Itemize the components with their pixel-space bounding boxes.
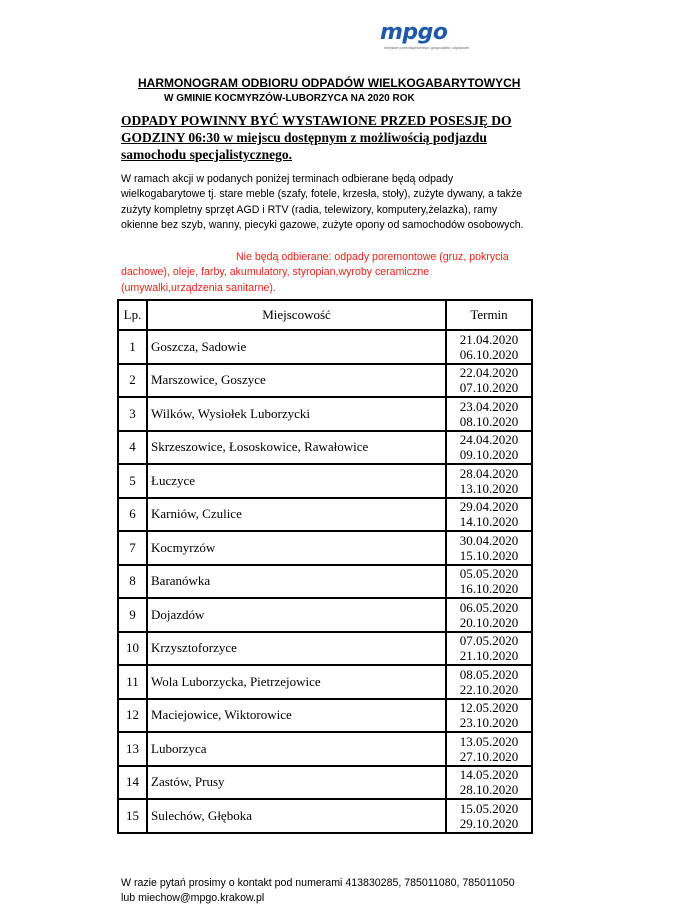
row-place: Wola Luborzycka, Pietrzejowice (147, 665, 446, 699)
row-place: Skrzeszowice, Łososkowice, Rawałowice (147, 431, 446, 465)
row-place: Sulechów, Głęboka (147, 799, 446, 833)
row-number: 3 (118, 397, 147, 431)
logo-wordmark: mpgo (380, 20, 448, 45)
row-dates (446, 531, 532, 565)
row-number: 14 (118, 766, 147, 800)
date-autumn: 09.10.2020 (459, 447, 519, 463)
table-row (118, 464, 532, 498)
contact-footer: W razie pytań prosimy o kontakt pod numerami 413830285, 785011080, 785011050 lub miechow@mpgo.krakow.pl (121, 877, 515, 904)
table-row (118, 531, 532, 565)
date-spring: 07.05.2020 (459, 633, 519, 649)
date-autumn: 06.10.2020 (459, 346, 519, 362)
row-place: Łuczyce (147, 464, 446, 498)
date-autumn: 27.10.2020 (459, 748, 519, 764)
table-row (118, 364, 532, 398)
date-spring: 28.04.2020 (459, 465, 519, 481)
row-dates (446, 431, 532, 465)
row-number: 11 (118, 665, 147, 699)
table-body (118, 330, 532, 833)
date-autumn: 07.10.2020 (459, 380, 519, 396)
row-dates (446, 498, 532, 532)
row-dates (446, 364, 532, 398)
date-autumn: 14.10.2020 (459, 514, 519, 530)
row-place: Krzysztoforzyce (147, 632, 446, 666)
row-number: 6 (118, 498, 147, 532)
row-number: 9 (118, 598, 147, 632)
row-dates (446, 766, 532, 800)
row-dates (446, 632, 532, 666)
row-place: Dojazdów (147, 598, 446, 632)
date-autumn: 08.10.2020 (459, 413, 519, 429)
date-autumn: 16.10.2020 (459, 581, 519, 597)
row-place: Luborzyca (147, 732, 446, 766)
row-place: Baranówka (147, 565, 446, 599)
row-number: 10 (118, 632, 147, 666)
date-spring: 14.05.2020 (459, 767, 519, 783)
row-place: Zastów, Prusy (147, 766, 446, 800)
row-dates (446, 665, 532, 699)
table-row (118, 330, 532, 364)
placement-warning: ODPADY POWINNY BYĆ WYSTAWIONE PRZED POSESJĘ DO GODZINY 06:30 w miejscu dostępnym z możliwością podjazdu samochodu specjalistycznego. (121, 113, 512, 162)
row-dates (446, 330, 532, 364)
date-spring: 22.04.2020 (459, 365, 519, 381)
date-spring: 15.05.2020 (459, 800, 519, 816)
date-spring: 24.04.2020 (459, 432, 519, 448)
table-row (118, 665, 532, 699)
header-term: Termin (446, 300, 532, 330)
row-number: 4 (118, 431, 147, 465)
row-place: Marszowice, Goszyce (147, 364, 446, 398)
row-number: 5 (118, 464, 147, 498)
date-autumn: 20.10.2020 (459, 614, 519, 630)
table-row (118, 565, 532, 599)
row-place: Kocmyrzów (147, 531, 446, 565)
document-title: HARMONOGRAM ODBIORU ODPADÓW WIELKOGABARYTOWYCH (138, 76, 521, 90)
date-autumn: 13.10.2020 (459, 480, 519, 496)
date-spring: 23.04.2020 (459, 398, 519, 414)
table-row (118, 632, 532, 666)
row-place: Karniów, Czulice (147, 498, 446, 532)
schedule-table (117, 299, 533, 834)
row-number: 13 (118, 732, 147, 766)
date-autumn: 21.10.2020 (459, 648, 519, 664)
row-dates (446, 397, 532, 431)
row-number: 12 (118, 699, 147, 733)
logo-tagline: miejskie przedsiębiorstwo gospodarki odpadami (384, 45, 469, 50)
row-number: 15 (118, 799, 147, 833)
row-dates (446, 732, 532, 766)
table-row (118, 397, 532, 431)
mpgo-logo (380, 20, 469, 50)
date-spring: 21.04.2020 (459, 331, 519, 347)
row-place: Goszcza, Sadowie (147, 330, 446, 364)
intro-paragraph: W ramach akcji w podanych poniżej terminach odbierane będą odpady wielkogabarytowe tj. stare meble (szafy, fotele, krzesła, stoły), zużyte dywany, a także zużyty kompletny sprzęt AGD i RTV (radia, telewizory, komputery,żelazka), ramy okienne bez szyb, wanny, piecyki gazowe, zużyte opony od samochodów osobowych. (121, 173, 524, 231)
date-spring: 06.05.2020 (459, 599, 519, 615)
date-spring: 30.04.2020 (459, 532, 519, 548)
table-row (118, 699, 532, 733)
table-row (118, 766, 532, 800)
date-autumn: 15.10.2020 (459, 547, 519, 563)
date-autumn: 23.10.2020 (459, 715, 519, 731)
row-dates (446, 464, 532, 498)
table-row (118, 732, 532, 766)
date-spring: 08.05.2020 (459, 666, 519, 682)
document-subtitle: W GMINIE KOCMYRZÓW-LUBORZYCA NA 2020 ROK (164, 93, 415, 104)
table-row (118, 799, 532, 833)
table-header-row (118, 300, 532, 330)
date-spring: 29.04.2020 (459, 499, 519, 515)
row-number: 8 (118, 565, 147, 599)
row-number: 2 (118, 364, 147, 398)
header-place: Miejscowość (147, 300, 446, 330)
date-autumn: 22.10.2020 (459, 681, 519, 697)
table-row (118, 598, 532, 632)
date-autumn: 28.10.2020 (459, 782, 519, 798)
header-lp: Lp. (118, 300, 147, 330)
row-number: 1 (118, 330, 147, 364)
date-spring: 13.05.2020 (459, 733, 519, 749)
not-collected-notice: Nie będą odbierane: odpady poremontowe (gruz, pokrycia dachowe), oleje, farby, akumulatory, styropian,wyroby ceramiczne (umywalki,urządzenia sanitarne). (121, 251, 509, 294)
row-dates (446, 598, 532, 632)
date-spring: 12.05.2020 (459, 700, 519, 716)
row-place: Maciejowice, Wiktorowice (147, 699, 446, 733)
date-autumn: 29.10.2020 (459, 815, 519, 831)
row-dates (446, 799, 532, 833)
row-dates (446, 699, 532, 733)
table-row (118, 431, 532, 465)
row-place: Wilków, Wysiołek Luborzycki (147, 397, 446, 431)
row-dates (446, 565, 532, 599)
date-spring: 05.05.2020 (459, 566, 519, 582)
row-number: 7 (118, 531, 147, 565)
table-row (118, 498, 532, 532)
